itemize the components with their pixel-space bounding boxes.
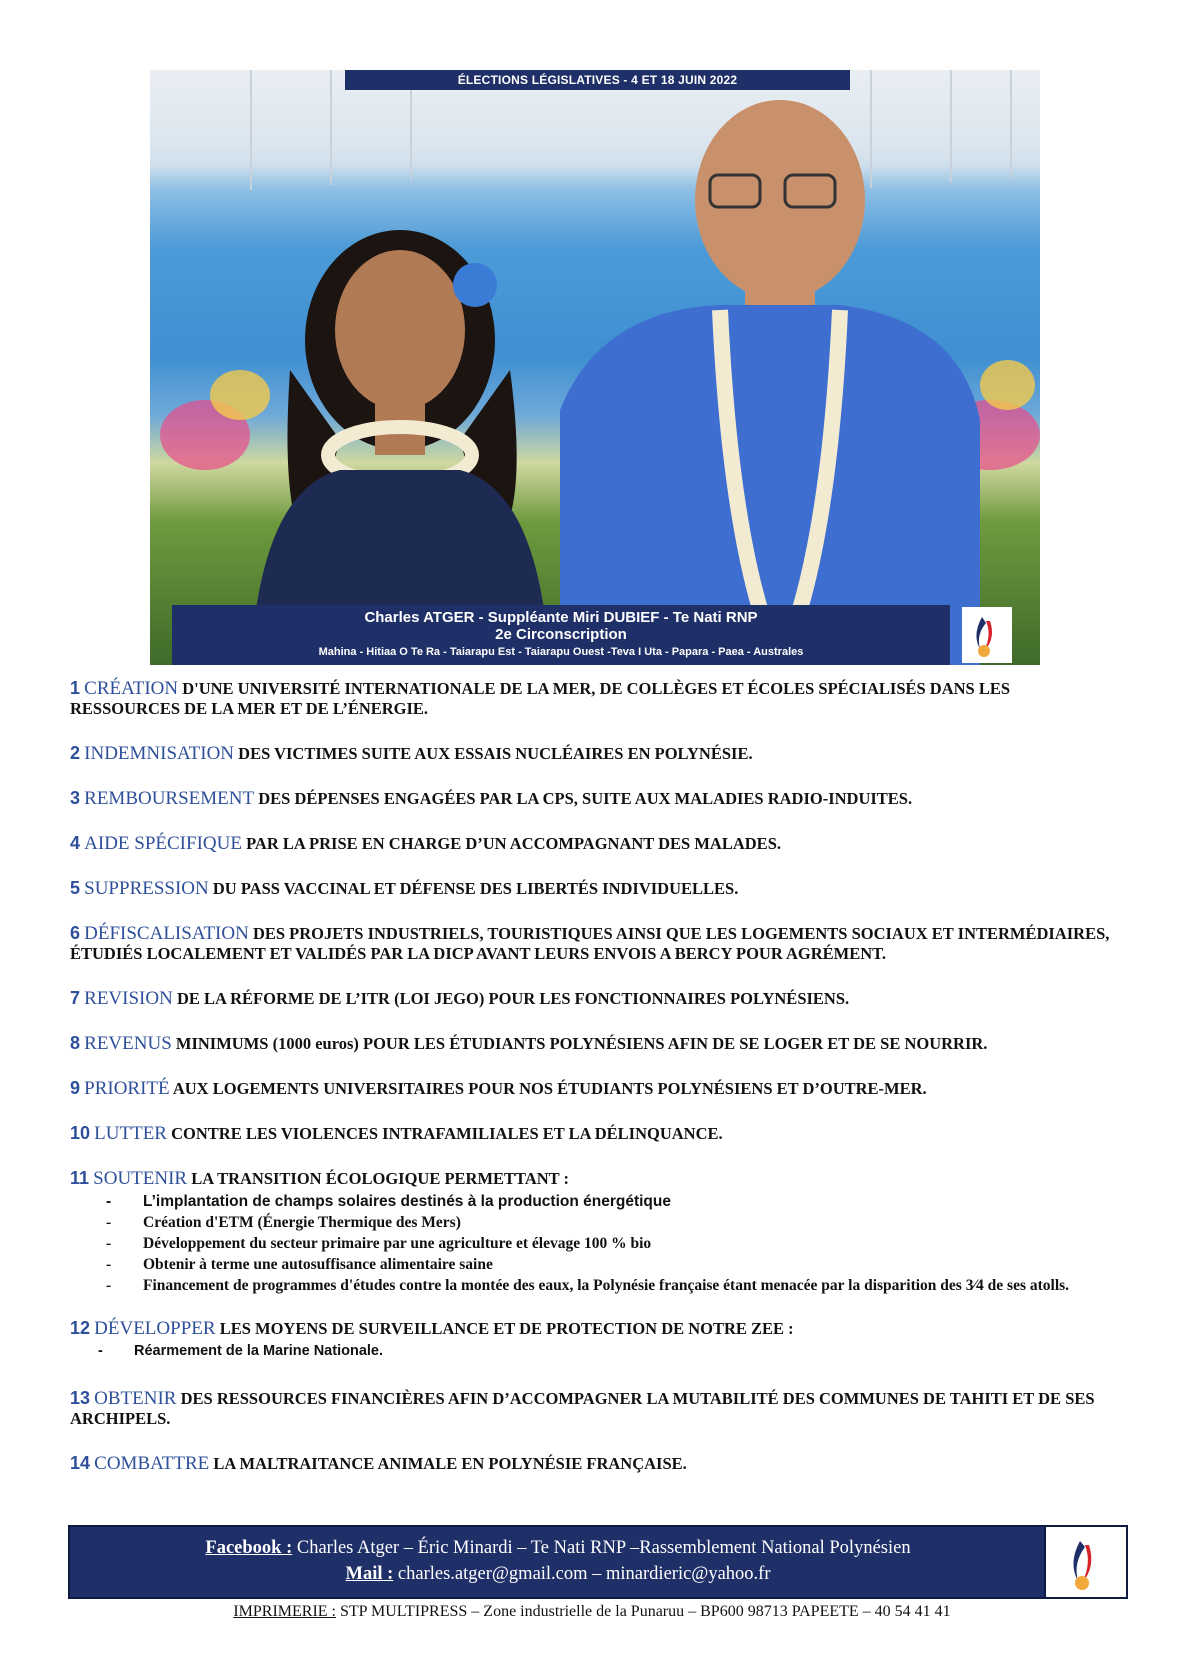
contact-text <box>70 1535 1046 1587</box>
item-number: 6 <box>70 923 81 943</box>
item-keyword: REVENUS <box>84 1033 172 1054</box>
mail-line <box>70 1561 1046 1587</box>
item-text: LES MOYENS DE SURVEILLANCE ET DE PROTECTION DE NOTRE ZEE : <box>215 1319 794 1338</box>
imprimerie-value: STP MULTIPRESS – Zone industrielle de la Punaruu – BP600 98713 PAPEETE – 40 54 41 41 <box>335 1603 951 1620</box>
mast <box>250 70 252 190</box>
item-number: 11 <box>70 1168 90 1188</box>
facebook-line <box>70 1535 1046 1561</box>
sub-list <box>70 1191 1120 1296</box>
election-banner: ÉLECTIONS LÉGISLATIVES - 4 ET 18 JUIN 2022 <box>345 70 850 90</box>
flame-logo-icon <box>1046 1527 1126 1597</box>
item-keyword: PRIORITÉ <box>84 1078 170 1099</box>
item-keyword: DÉVELOPPER <box>94 1318 216 1339</box>
facebook-label: Facebook : <box>205 1538 293 1558</box>
list-item <box>70 1388 1120 1429</box>
item-text: PAR LA PRISE EN CHARGE D’UN ACCOMPAGNANT DES MALADES. <box>241 834 781 853</box>
mail-value[interactable]: charles.atger@gmail.com – minardieric@yahoo.fr <box>393 1564 771 1584</box>
mast <box>1010 70 1012 178</box>
candidate-caption <box>172 605 950 665</box>
item-text: DES DÉPENSES ENGAGÉES PAR LA CPS, SUITE AUX MALADIES RADIO-INDUITES. <box>254 789 913 808</box>
programme-list <box>70 678 1120 1498</box>
item-text: D'UNE UNIVERSITÉ INTERNATIONALE DE LA MER, DE COLLÈGES ET ÉCOLES SPÉCIALISÉS DANS LES RESSOURCES DE LA MER ET DE L’ÉNERGIE. <box>70 679 1011 718</box>
item-text: DES RESSOURCES FINANCIÈRES AFIN D’ACCOMPAGNER LA MUTABILITÉ DES COMMUNES DE TAHITI ET DE SES ARCHIPELS. <box>70 1389 1095 1428</box>
item-number: 9 <box>70 1078 81 1098</box>
list-item <box>70 1078 1120 1099</box>
sub-item: - Financement de programmes d'études contre la montée des eaux, la Polynésie française étant menacée par la disparition des 3⁄4 de ses atolls. <box>70 1275 1120 1296</box>
item-number: 1 <box>70 678 81 698</box>
item-keyword: SUPPRESSION <box>84 878 209 899</box>
item-number: 5 <box>70 878 81 898</box>
sub-list <box>70 1341 1120 1362</box>
item-keyword: COMBATTRE <box>94 1453 210 1474</box>
item-text: DE LA RÉFORME DE L’ITR (LOI JEGO) POUR LES FONCTIONNAIRES POLYNÉSIENS. <box>172 989 850 1008</box>
item-keyword: AIDE SPÉCIFIQUE <box>84 833 242 854</box>
item-keyword: OBTENIR <box>94 1388 177 1409</box>
item-text: DES PROJETS INDUSTRIELS, TOURISTIQUES AINSI QUE LES LOGEMENTS SOCIAUX ET INTERMÉDIAIRES, ÉTUDIÉS LOCALEMENT ET VALIDÉS PAR LA DICP AVANT LEURS ENVOIS A BERCY POUR AGRÉMENT. <box>70 924 1110 963</box>
woman-figure <box>230 190 570 665</box>
item-number: 7 <box>70 988 81 1008</box>
item-number: 10 <box>70 1123 91 1143</box>
list-item <box>70 878 1120 899</box>
sub-item: - L’implantation de champs solaires destinés à la production énergétique <box>70 1191 1120 1212</box>
item-number: 3 <box>70 788 81 808</box>
list-item <box>70 678 1120 719</box>
list-item <box>70 743 1120 764</box>
item-number: 2 <box>70 743 81 763</box>
item-keyword: DÉFISCALISATION <box>84 923 249 944</box>
item-keyword: INDEMNISATION <box>84 743 235 764</box>
mast <box>330 70 332 185</box>
sub-item: - Création d'ETM (Énergie Thermique des Mers) <box>70 1212 1120 1233</box>
flame-logo-icon <box>962 607 1012 663</box>
mail-label: Mail : <box>345 1564 394 1584</box>
footer-logo <box>1044 1527 1126 1597</box>
item-text: CONTRE LES VIOLENCES INTRAFAMILIALES ET LA DÉLINQUANCE. <box>166 1124 723 1143</box>
contact-footer <box>68 1525 1128 1599</box>
item-number: 8 <box>70 1033 81 1053</box>
list-item <box>70 988 1120 1009</box>
party-logo <box>962 607 1012 663</box>
list-item <box>70 1318 1120 1362</box>
item-keyword: LUTTER <box>94 1123 167 1144</box>
item-keyword: REMBOURSEMENT <box>84 788 255 809</box>
item-text: AUX LOGEMENTS UNIVERSITAIRES POUR NOS ÉTUDIANTS POLYNÉSIENS ET D’OUTRE-MER. <box>169 1079 927 1098</box>
item-number: 13 <box>70 1388 91 1408</box>
candidates-line: Charles ATGER - Suppléante Miri DUBIEF - Te Nati RNP <box>364 609 758 626</box>
list-item <box>70 1033 1120 1054</box>
item-text: LA TRANSITION ÉCOLOGIQUE PERMETTANT : <box>187 1169 569 1188</box>
list-item <box>70 1123 1120 1144</box>
item-text: LA MALTRAITANCE ANIMALE EN POLYNÉSIE FRANÇAISE. <box>209 1454 687 1473</box>
item-keyword: CRÉATION <box>84 678 179 699</box>
list-item <box>70 1453 1120 1474</box>
item-keyword: SOUTENIR <box>93 1168 188 1189</box>
item-text: MINIMUMS (1000 euros) POUR LES ÉTUDIANTS POLYNÉSIENS AFIN DE SE LOGER ET DE SE NOURRIR. <box>171 1034 988 1053</box>
communes-line: Mahina - Hitiaa O Te Ra - Taiarapu Est - Taiarapu Ouest -Teva I Uta - Papara - Paea - Australes <box>318 646 804 658</box>
circonscription-line: 2e Circonscription <box>495 626 627 643</box>
list-item <box>70 1168 1120 1296</box>
item-text: DES VICTIMES SUITE AUX ESSAIS NUCLÉAIRES EN POLYNÉSIE. <box>234 744 753 763</box>
printer-info <box>0 1603 1184 1621</box>
facebook-value[interactable]: Charles Atger – Éric Minardi – Te Nati RNP –Rassemblement National Polynésien <box>292 1538 911 1558</box>
sub-item: - Développement du secteur primaire par une agriculture et élevage 100 % bio <box>70 1233 1120 1254</box>
sub-item: - Obtenir à terme une autosuffisance alimentaire saine <box>70 1254 1120 1275</box>
campaign-photo <box>150 70 1040 665</box>
man-figure <box>560 80 990 665</box>
sub-item: - Réarmement de la Marine Nationale. <box>70 1341 1120 1362</box>
imprimerie-label: IMPRIMERIE : <box>233 1603 336 1620</box>
item-number: 12 <box>70 1318 91 1338</box>
list-item <box>70 788 1120 809</box>
list-item <box>70 833 1120 854</box>
item-keyword: REVISION <box>84 988 173 1009</box>
item-number: 14 <box>70 1453 91 1473</box>
item-number: 4 <box>70 833 81 853</box>
item-text: DU PASS VACCINAL ET DÉFENSE DES LIBERTÉS INDIVIDUELLES. <box>208 879 739 898</box>
list-item <box>70 923 1120 964</box>
